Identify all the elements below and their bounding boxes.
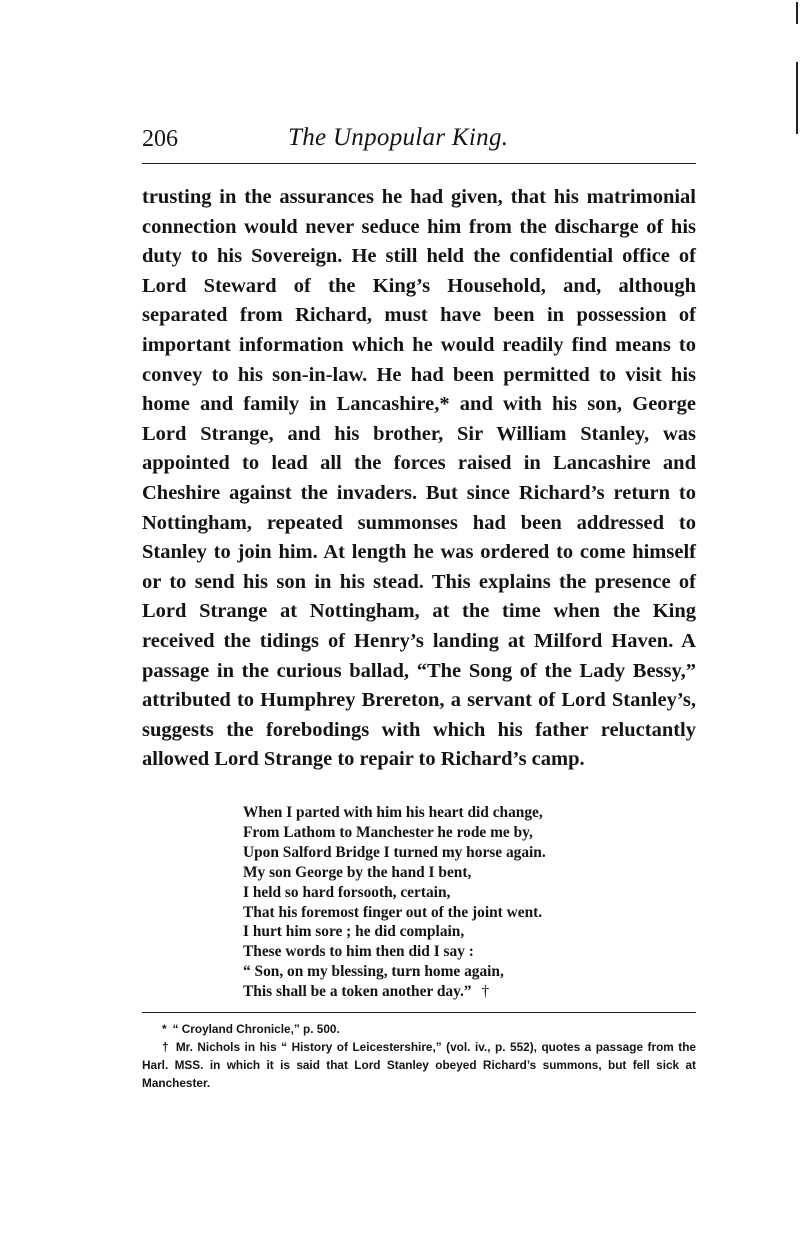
- verse-line: When I parted with him his heart did change,: [243, 804, 543, 821]
- verse-line: That his foremost finger out of the joint went.: [243, 903, 543, 921]
- footnote-1: [142, 1020, 696, 1038]
- footnote-text: Mr. Nichols in his “ History of Leicestershire,” (vol. iv., p. 552), quotes a passage from the Harl. MSS. in which it is said that Lord Stanley obeyed Richard’s summons, but fell sick at Manchester.: [142, 1040, 696, 1090]
- footnote-rule: [142, 1012, 696, 1013]
- page-edge-mark-top: [796, 2, 798, 24]
- verse-line: My son George by the hand I bent,: [243, 863, 472, 881]
- footnote-marker: *: [162, 1022, 167, 1036]
- page-edge-mark-bottom: [796, 62, 798, 134]
- running-title: The Unpopular King.: [288, 124, 509, 151]
- verse-line-last: [243, 982, 683, 1002]
- verse-line: I hurt him sore ; he did complain,: [243, 923, 465, 941]
- body-paragraph: trusting in the assurances he had given, that his matrimonial connection would never seduce him from the discharge of his duty to his Sovereign. He still held the confidential office of Lord Steward of the King’s Household, and, although separated from Richard, must have been in possession of important information which he would readily find means to convey to his son-in-law. He had been permitted to visit his home and family in Lancashire,* and with his son, George Lord Strange, and his brother, Sir William Stanley, was appointed to lead all the forces raised in Lancashire and Cheshire against the invaders. But since Richard’s return to Nottingham, repeated summonses had been addressed to Stanley to join him. At length he was ordered to come himself or to send his son in his stead. This explains the presence of Lord Strange at Nottingham, at the time when the King received the tidings of Henry’s landing at Milford Haven. A passage in the curious ballad, “The Song of the Lady Bessy,” attributed to Humphrey Brereton, a servant of Lord Stanley’s, suggests the forebodings with which his father reluctantly allowed Lord Strange to repair to Richard’s camp.: [142, 186, 696, 771]
- verse-line: Upon Salford Bridge I turned my horse again.: [243, 843, 546, 861]
- footnote-marker: †: [162, 1040, 170, 1054]
- footnote-reference-mark: †: [481, 983, 490, 1001]
- verse-line-text: This shall be a token another day.”: [243, 983, 472, 1001]
- ballad-verse: [243, 803, 683, 1002]
- page-header: [142, 118, 696, 158]
- verse-line: From Lathom to Manchester he rode me by,: [243, 823, 533, 841]
- header-rule: [142, 163, 696, 164]
- footnote-text: “ Croyland Chronicle,” p. 500.: [172, 1022, 340, 1036]
- verse-line: These words to him then did I say :: [243, 943, 474, 961]
- footnote-2: [142, 1038, 696, 1092]
- page-number: 206: [142, 126, 178, 152]
- verse-line: “ Son, on my blessing, turn home again,: [243, 963, 504, 981]
- footnotes: [142, 1020, 696, 1092]
- verse-line: I held so hard forsooth, certain,: [243, 883, 451, 901]
